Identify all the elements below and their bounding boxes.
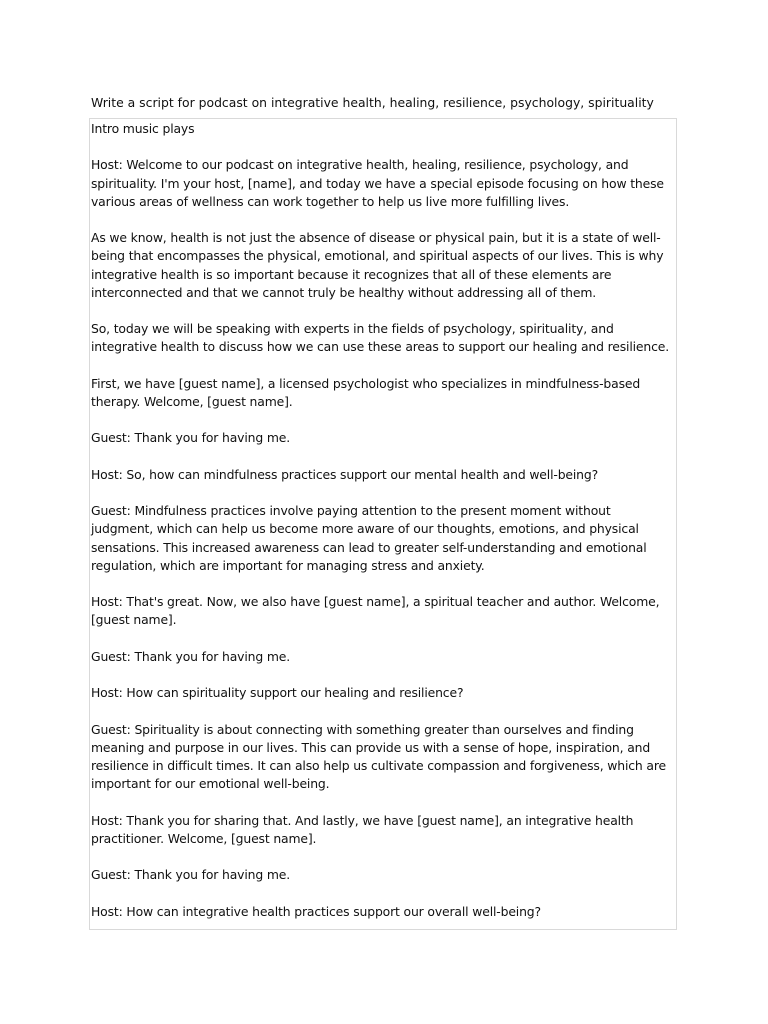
paragraph-guest-answer-mindfulness: Guest: Mindfulness practices involve paying attention to the present moment without judgment, which can help us become more aware of our thoughts, emotions, and physical sensations. This increased awareness can lead to greater self-understanding and emotional regulation, which are important for managing stress and anxiety. xyxy=(91,503,647,573)
paragraph-first-guest: First, we have [guest name], a licensed psychologist who specializes in mindfulness-based therapy. Welcome, [guest name]. xyxy=(91,375,641,409)
paragraph-second-guest: Host: That's great. Now, we also have [guest name], a spiritual teacher and author. Welcome, [guest name]. xyxy=(91,594,660,628)
response-box xyxy=(89,118,677,930)
paragraph-host-question-mindfulness: Host: So, how can mindfulness practices support our mental health and well-being? xyxy=(91,466,599,482)
paragraph-guest-thanks-3: Guest: Thank you for having me. xyxy=(91,867,291,883)
paragraph-guest-thanks-1: Guest: Thank you for having me. xyxy=(91,430,291,446)
paragraph-experts-intro: So, today we will be speaking with experts in the fields of psychology, spirituality, and integrative health to discuss how we can use these areas to support our healing and resilience. xyxy=(91,321,670,355)
prompt-heading: Write a script for podcast on integrative health, healing, resilience, psychology, spirituality xyxy=(91,95,654,110)
paragraph-guest-thanks-2: Guest: Thank you for having me. xyxy=(91,648,291,664)
paragraph-host-question-integrative: Host: How can integrative health practices support our overall well-being? xyxy=(91,903,541,919)
paragraph-host-welcome: Host: Welcome to our podcast on integrative health, healing, resilience, psychology, and spirituality. I'm your host, [name], and today we have a special episode focusing on how these various areas of wellness can work together to help us live more fulfilling lives. xyxy=(91,157,664,209)
paragraph-host-question-spirituality: Host: How can spirituality support our healing and resilience? xyxy=(91,685,464,701)
paragraph-guest-answer-spirituality: Guest: Spirituality is about connecting with something greater than ourselves and finding meaning and purpose in our lives. This can provide us with a sense of hope, inspiration, and resilience in difficult times. It can also help us cultivate compassion and forgiveness, which are important for our emotional well-being. xyxy=(91,721,667,792)
response-text xyxy=(90,119,676,921)
paragraph-third-guest: Host: Thank you for sharing that. And lastly, we have [guest name], an integrative health practitioner. Welcome, [guest name]. xyxy=(91,812,634,846)
paragraph-health-definition: As we know, health is not just the absence of disease or physical pain, but it is a state of well-being that encompasses the physical, emotional, and spiritual aspects of our lives. This is why integrative health is so important because it recognizes that all of these elements are interconnected and that we cannot truly be healthy without addressing all of them. xyxy=(91,230,664,300)
paragraph-intro: Intro music plays xyxy=(91,121,195,136)
